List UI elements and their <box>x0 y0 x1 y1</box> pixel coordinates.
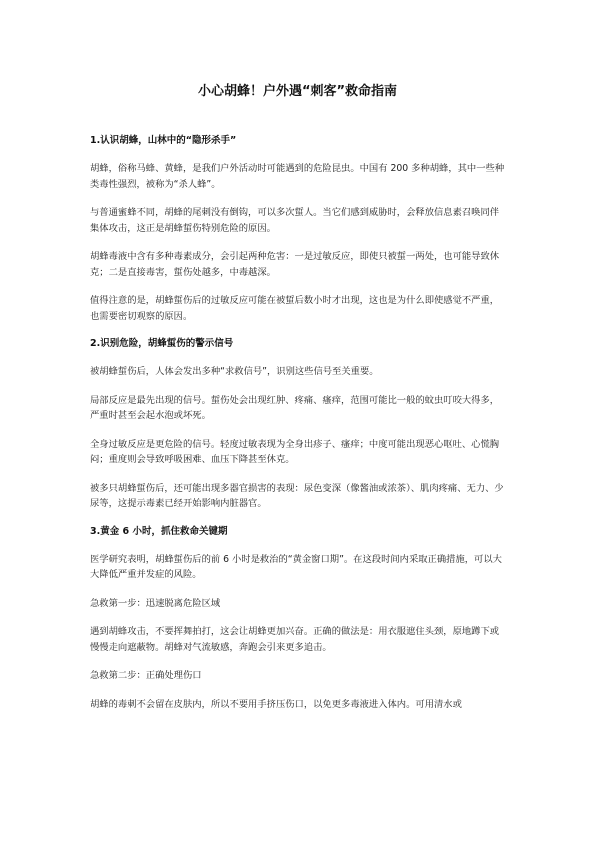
paragraph: 胡蜂毒液中含有多种毒素成分，会引起两种危害：一是过敏反应，即使只被蜇一两处，也可能导致休克；二是直接毒害，蜇伤处越多，中毒越深。 <box>90 251 500 278</box>
section-heading: 1.认识胡蜂，山林中的“隐形杀手” <box>90 135 237 146</box>
paragraph: 胡蜂的毒刺不会留在皮肤内，所以不要用手挤压伤口，以免更多毒液进入体内。可用清水或 <box>90 698 462 710</box>
paragraph: 局部反应是最先出现的信号。蜇伤处会出现红肿、疼痛、瘙痒，范围可能比一般的蚊虫叮咬大得多，严重时甚至会起水泡或坏死。 <box>90 394 500 421</box>
section-heading: 2.识别危险，胡蜂蜇伤的警示信号 <box>90 338 234 349</box>
section-golden-hours <box>90 525 508 713</box>
paragraph: 与普通蜜蜂不同，胡蜂的尾刺没有倒钩，可以多次蜇人。当它们感到威胁时，会释放信息素召唤同伴集体攻击，这正是胡蜂蜇伤特别危险的原因。 <box>90 207 500 234</box>
article-body <box>90 134 508 725</box>
paragraph: 被多只胡蜂蜇伤后，还可能出现多器官损害的表现：尿色变深（像酱油或浓茶）、肌肉疼痛、无力、少尿等，这提示毒素已经开始影响内脏器官。 <box>90 482 504 509</box>
paragraph: 值得注意的是，胡蜂蜇伤后的过敏反应可能在被蜇后数小时才出现，这也是为什么即使感觉不严重，也需要密切观察的原因。 <box>90 295 500 322</box>
paragraph: 被胡蜂蜇伤后，人体会发出多种“求救信号”，识别这些信号至关重要。 <box>90 366 379 377</box>
step-label: 急救第二步：正确处理伤口 <box>90 670 202 681</box>
paragraph: 全身过敏反应是更危险的信号。轻度过敏表现为全身出疹子、瘙痒；中度可能出现恶心呕吐、心慌胸闷；重度则会导致呼吸困难、血压下降甚至休克。 <box>90 438 500 465</box>
paragraph: 胡蜂，俗称马蜂、黄蜂，是我们户外活动时可能遇到的危险昆虫。中国有 200 多种胡蜂，其中一些种类毒性强烈，被称为“杀人蜂”。 <box>90 163 505 190</box>
step-label: 急救第一步：迅速脱离危险区域 <box>90 597 221 609</box>
paragraph: 医学研究表明，胡蜂蜇伤后的前 6 小时是救治的“黄金窗口期”。在这段时间内采取正确措施，可以大大降低严重并发症的风险。 <box>90 553 502 580</box>
section-identify <box>90 134 508 324</box>
section-warning-signs <box>90 337 508 512</box>
paragraph: 遇到胡蜂攻击，不要挥舞拍打，这会让胡蜂更加兴奋。正确的做法是：用衣服遮住头颈，原地蹲下或慢慢走向遮蔽物。胡蜂对气流敏感，奔跑会引来更多追击。 <box>90 626 500 653</box>
page-title: 小心胡蜂！户外遇“刺客”救命指南 <box>197 84 398 99</box>
section-heading: 3.黄金 6 小时，抓住救命关键期 <box>90 525 228 537</box>
